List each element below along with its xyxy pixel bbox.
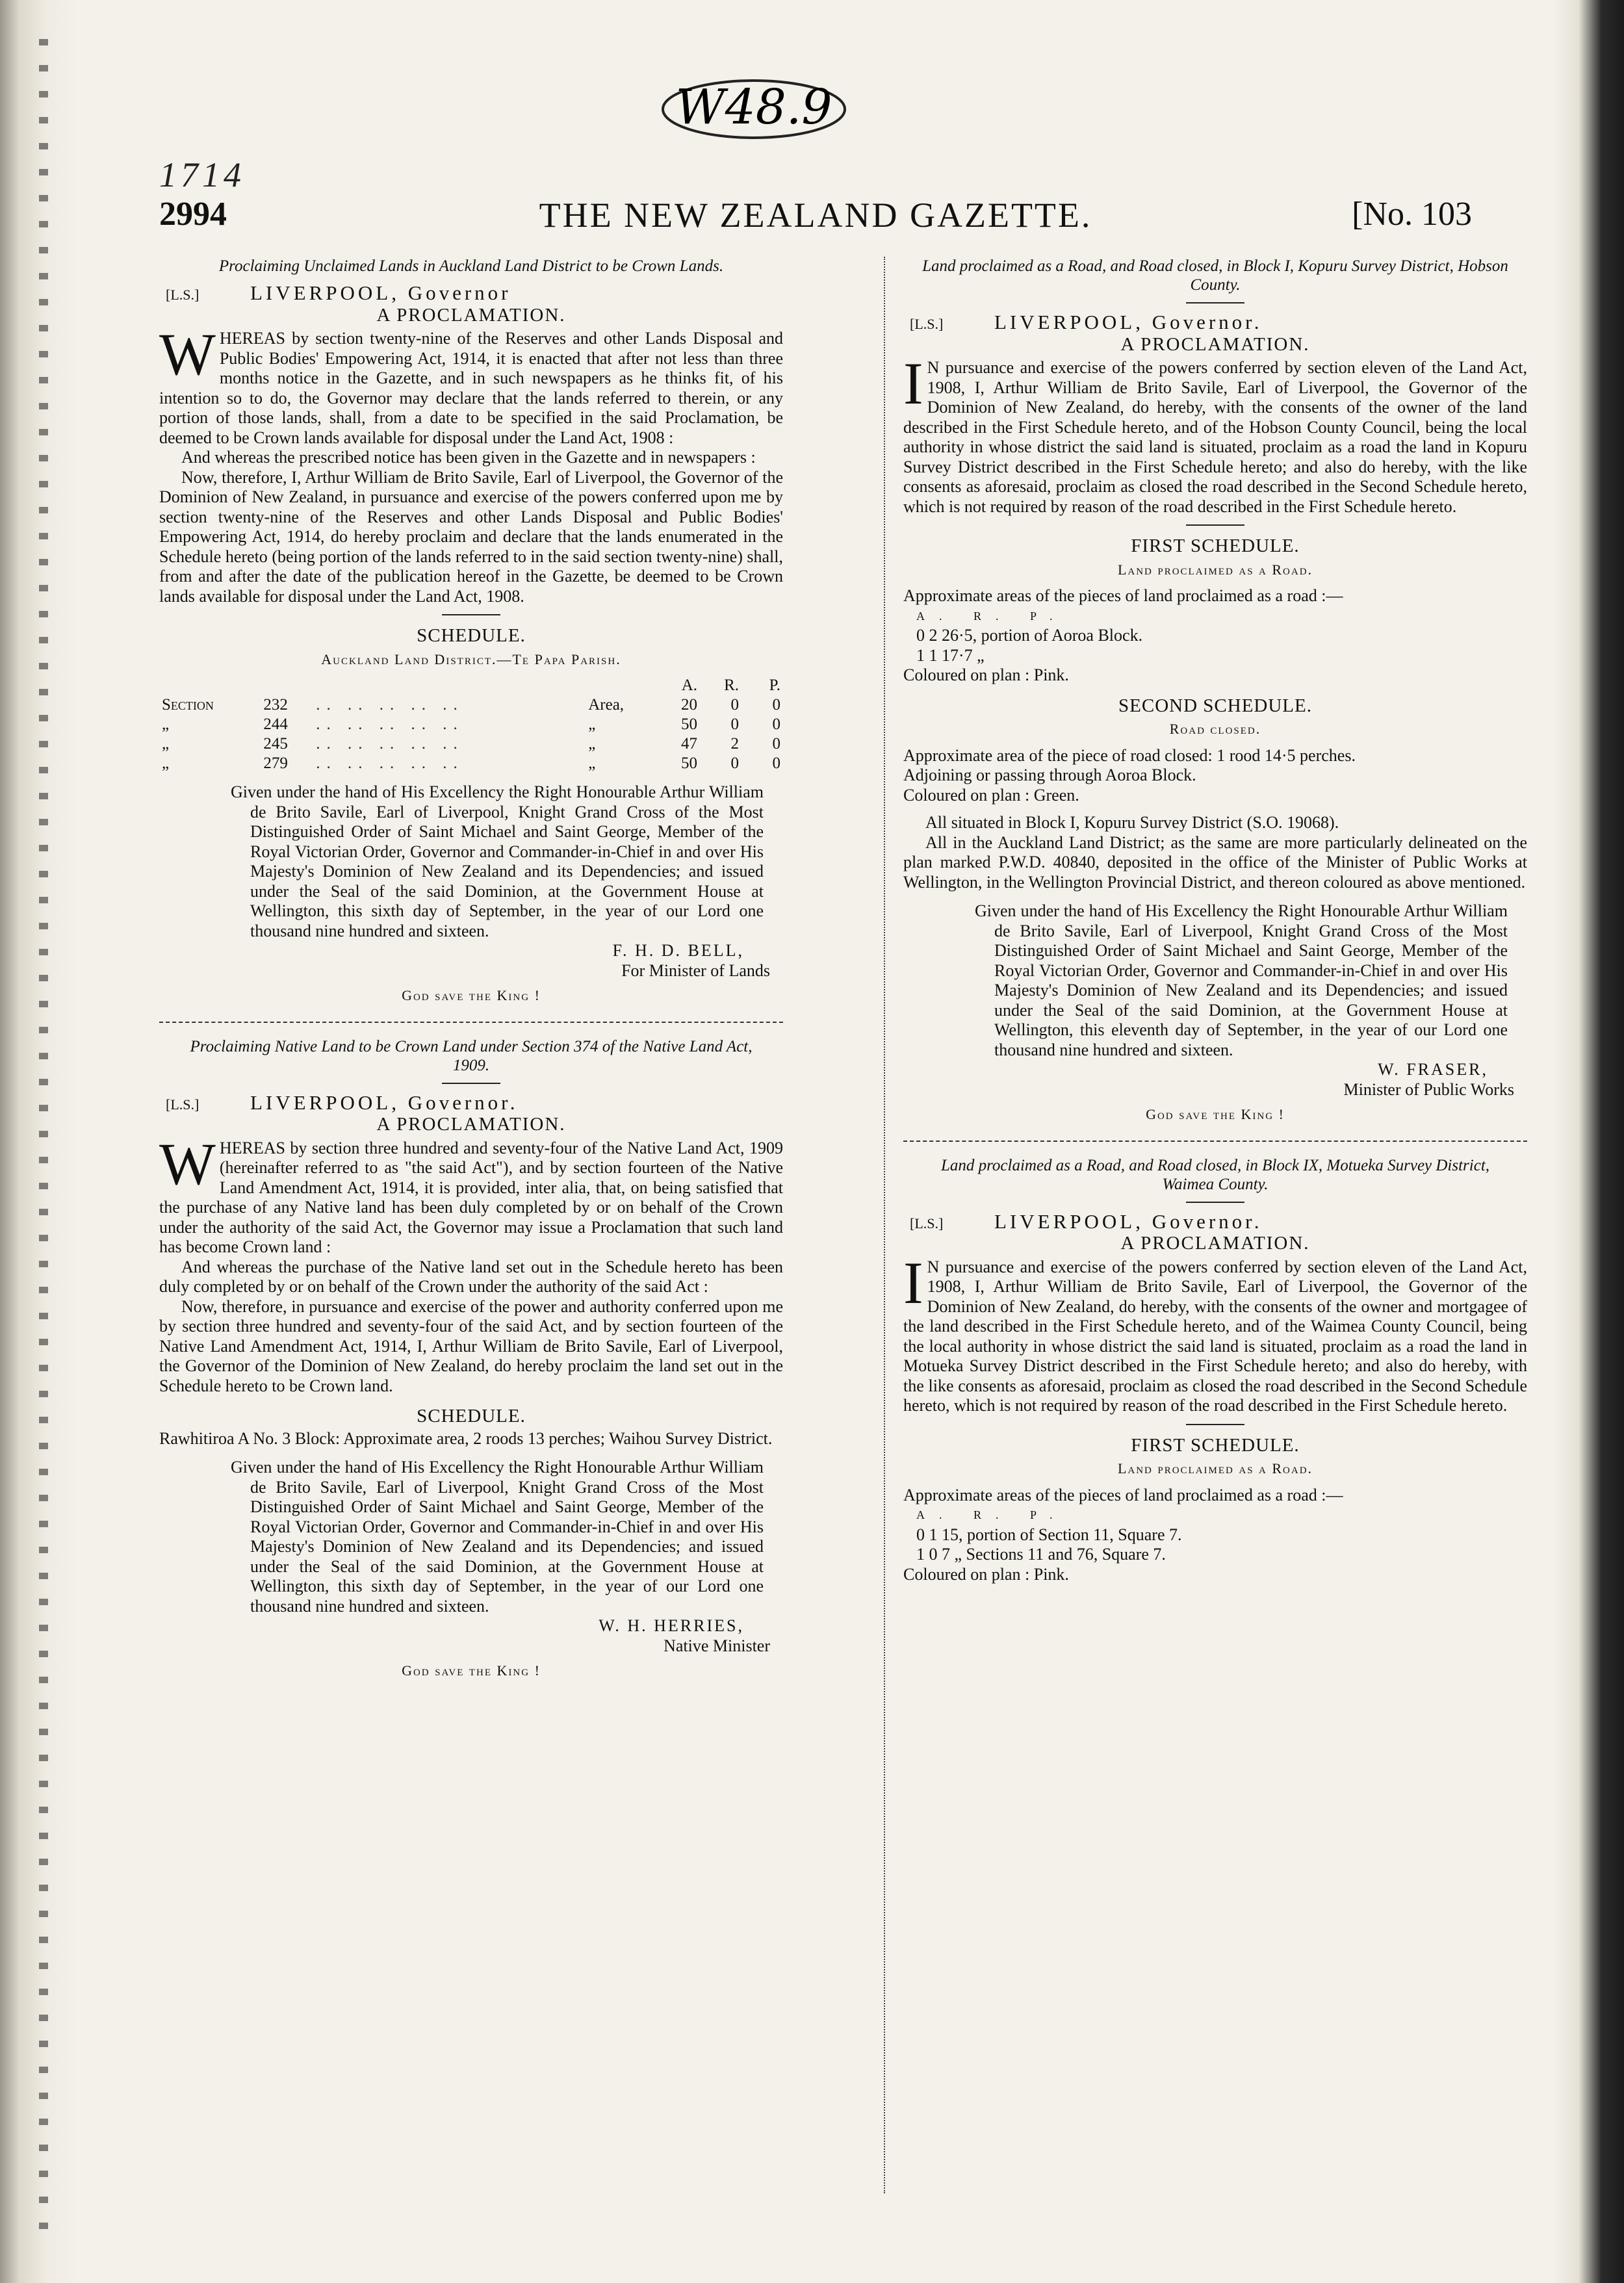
auckland-district-paragraph: All in the Auckland Land District; as the same are more particularly delineated on the plan marked P.W.D. 40840, deposited in the office of the Minister of Public Works at Wellington, in the Wellington Provincial District, and thereon coloured as above mentioned. xyxy=(903,832,1527,892)
first-schedule-subtitle: Land proclaimed as a Road. xyxy=(1117,1460,1313,1477)
row-p: 0 xyxy=(772,716,780,733)
governor-line xyxy=(159,1090,783,1115)
situated-line: All situated in Block I, Kopuru Survey District (S.O. 19068). xyxy=(925,813,1339,832)
proclamation-native-land xyxy=(159,1037,783,1681)
seal-mark: [L.S.] xyxy=(166,1096,200,1113)
signatory-name: W. FRASER, xyxy=(1378,1060,1488,1079)
whereas-paragraph: WHEREAS by section twenty-nine of the Reserves and other Lands Disposal and Public Bodies' Empowering Act, 1914, it is enacted that after not less than three months notice in the Gazette, and in such newspapers as he thinks fit, of his intention so to do, the Governor may declare that the lands referred to therein, or any portion of those lands, shall, from a date to be specified in the said Proclamation, be deemed to be Crown lands available for disposal under the Land Act, 1908 : xyxy=(159,321,783,447)
second-schedule-subtitle: Road closed. xyxy=(1169,721,1261,737)
handwritten-reference-text: W48.9 xyxy=(675,79,832,135)
col-head-p: P. xyxy=(769,677,780,694)
short-rule xyxy=(442,1083,500,1084)
row-kind: „ xyxy=(588,716,596,733)
short-rule xyxy=(442,614,500,615)
row-leader: .. .. .. .. .. xyxy=(316,696,464,714)
second-schedule-adjoining: Adjoining or passing through Aoroa Block. xyxy=(903,766,1196,784)
signatory-title: For Minister of Lands xyxy=(621,961,770,980)
notice-heading: Land proclaimed as a Road, and Road closed, in Block I, Kopuru Survey District, Hobson County. xyxy=(922,257,1508,294)
governor-name: LIVERPOOL, Governor. xyxy=(250,1090,519,1114)
column-divider xyxy=(884,257,885,2193)
signatory-title: Native Minister xyxy=(664,1636,770,1655)
governor-line xyxy=(903,313,1527,335)
row-kind: Area, xyxy=(588,696,625,714)
first-schedule-colour: Coloured on plan : Pink. xyxy=(903,665,1069,684)
proclamation-unclaimed-lands xyxy=(159,257,783,1006)
table-row xyxy=(159,715,783,734)
second-schedule-area: Approximate area of the piece of road closed: 1 rood 14·5 perches. xyxy=(903,745,1356,765)
proclamation-title: A PROCLAMATION. xyxy=(376,304,566,326)
short-rule xyxy=(1186,524,1244,526)
proclamation-title: A PROCLAMATION. xyxy=(1120,1233,1310,1254)
left-column xyxy=(159,257,783,1684)
first-schedule-colour: Coloured on plan : Pink. xyxy=(903,1564,1069,1584)
stamp-number: 1714 xyxy=(159,155,245,194)
binding-holes xyxy=(39,39,48,2249)
page-number: 2994 xyxy=(159,196,227,233)
given-under-hand: Given under the hand of His Excellency the Right Honourable Arthur William de Brito Savile, Earl of Liverpool, Knight Grand Cross of the Most Distinguished Order of Saint Michael and Saint George, Member of the Royal Victorian Order, Governor and Commander-in-Chief in and over His Majesty's Dominion of New Zealand and its Dependencies; and issued under the Seal of the said Dominion, at the Government House at Wellington, this eleventh day of September, in the year of our Lord one thousand nine hundred and sixteen. xyxy=(975,901,1508,1059)
schedule-title: SCHEDULE. xyxy=(417,1406,526,1426)
first-schedule-intro: Approximate areas of the pieces of land proclaimed as a road :— xyxy=(903,586,1343,605)
table-row xyxy=(159,695,783,715)
first-schedule-intro: Approximate areas of the pieces of land proclaimed as a road :— xyxy=(903,1485,1343,1504)
first-schedule-subtitle: Land proclaimed as a Road. xyxy=(1117,561,1313,578)
governor-name: LIVERPOOL, Governor xyxy=(250,281,511,304)
governor-line xyxy=(159,283,783,305)
schedule-col-heads xyxy=(159,676,783,695)
notice-heading: Proclaiming Native Land to be Crown Land under Section 374 of the Native Land Act, 1909. xyxy=(190,1037,753,1074)
seal-mark: [L.S.] xyxy=(910,1215,944,1232)
row-a: 20 xyxy=(681,696,697,714)
arp-heading: A. R. P. xyxy=(916,609,1067,623)
schedule-subtitle: Auckland Land District.—Te Papa Parish. xyxy=(321,651,621,667)
row-r: 2 xyxy=(730,735,739,753)
row-label: „ xyxy=(162,755,170,772)
list-item: 1 1 17·7 „ xyxy=(916,645,985,665)
second-schedule-title: SECOND SCHEDULE. xyxy=(1118,695,1312,716)
first-schedule-title: FIRST SCHEDULE. xyxy=(1131,535,1300,556)
schedule-line: Rawhitiroa A No. 3 Block: Approximate area, 2 roods 13 perches; Waihou Survey District. xyxy=(159,1428,773,1448)
row-label: „ xyxy=(162,716,170,733)
issue-number: [No. 103 xyxy=(1352,196,1472,233)
notice-heading: Land proclaimed as a Road, and Road closed, in Block IX, Motueka Survey District, Waimea County. xyxy=(940,1156,1490,1193)
schedule-table xyxy=(159,676,783,773)
given-under-hand: Given under the hand of His Excellency the Right Honourable Arthur William de Brito Savile, Earl of Liverpool, Knight Grand Cross of the Most Distinguished Order of Saint Michael and Saint George, Member of the Royal Victorian Order, Governor and Commander-in-Chief in and over His Majesty's Dominion of New Zealand and its Dependencies; and issued under the Seal of the said Dominion, at the Government House at Wellington, this sixth day of September, in the year of our Lord one thousand nine hundred and sixteen. xyxy=(231,782,764,940)
whereas-paragraph: WHEREAS by section three hundred and seventy-four of the Native Land Act, 1909 (hereinafter referred to as "the said Act"), and by section fourteen of the Native Land Amendment Act, 1914, it is provided, inter alia, that, on being satisfied that the purchase of any Native land has been duly completed by or on behalf of the Crown under the authority of the said Act, the Governor may issue a Proclamation that such land has become Crown land : xyxy=(159,1130,783,1256)
now-therefore-paragraph: Now, therefore, I, Arthur William de Brito Savile, Earl of Liverpool, the Governor of the Dominion of New Zealand, in pursuance and exercise of the powers conferred upon me by section twenty-nine of the Reserves and other Lands Disposal and Public Bodies' Empowering Act, 1914, do hereby proclaim and declare that the lands enumerated in the Schedule hereto (being portion of the lands referred to in the said section twenty-nine) shall, from and after the date of the publication hereof in the Gazette, be deemed to be Crown lands available for disposal under the Land Act, 1908. xyxy=(159,467,783,606)
row-leader: .. .. .. .. .. xyxy=(316,716,464,733)
first-schedule-title: FIRST SCHEDULE. xyxy=(1131,1434,1300,1456)
and-whereas-paragraph: And whereas the purchase of the Native land set out in the Schedule hereto has been duly completed by or on behalf of the Crown under the authority of the said Act : xyxy=(159,1257,783,1296)
col-head-r: R. xyxy=(724,677,739,694)
row-section: 279 xyxy=(263,755,288,772)
arp-heading: A. R. P. xyxy=(916,1508,1067,1521)
god-save-the-king: God save the King ! xyxy=(1146,1106,1285,1122)
masthead xyxy=(159,195,1472,247)
short-rule xyxy=(1186,1202,1244,1203)
row-r: 0 xyxy=(730,696,739,714)
row-r: 0 xyxy=(730,755,739,772)
section-divider xyxy=(903,1141,1527,1142)
row-label: „ xyxy=(162,735,170,753)
scan-edge-left xyxy=(0,0,78,2283)
col-head-a: A. xyxy=(681,677,697,694)
row-leader: .. .. .. .. .. xyxy=(316,755,464,772)
signatory-name: F. H. D. BELL, xyxy=(612,941,744,960)
row-section: 245 xyxy=(263,735,288,753)
in-pursuance-paragraph: IN pursuance and exercise of the powers conferred by section eleven of the Land Act, 1908, I, Arthur William de Brito Savile, Earl of Liverpool, the Governor of the Dominion of New Zealand, do hereby, with the consents of the owner of the land described in the First Schedule hereto, and of the Hobson County Council, being the local authority in whose district the said land is situated, proclaim as a road the land in Kopuru Survey District described in the First Schedule hereto; and also do hereby, with the like consents as aforesaid, proclaim as closed the road described in the Second Schedule hereto, which is not required by reason of the road described in the First Schedule hereto. xyxy=(903,350,1527,516)
list-item: 0 1 15, portion of Section 11, Square 7. xyxy=(916,1525,1182,1544)
gazette-title: THE NEW ZEALAND GAZETTE. xyxy=(539,196,1092,235)
signatory-title: Minister of Public Works xyxy=(1343,1079,1514,1099)
row-section: 244 xyxy=(263,716,288,733)
proclamation-title: A PROCLAMATION. xyxy=(1120,333,1310,355)
row-kind: „ xyxy=(588,735,596,753)
row-p: 0 xyxy=(772,755,780,772)
row-leader: .. .. .. .. .. xyxy=(316,735,464,753)
governor-line xyxy=(903,1209,1527,1234)
row-a: 47 xyxy=(681,735,697,753)
row-r: 0 xyxy=(730,716,739,733)
schedule-title: SCHEDULE. xyxy=(417,625,526,646)
list-item: 1 0 7 „ Sections 11 and 76, Square 7. xyxy=(916,1545,1166,1564)
governor-name: LIVERPOOL, Governor. xyxy=(994,1209,1263,1233)
proclamation-kopuru-road xyxy=(903,257,1527,1125)
god-save-the-king: God save the King ! xyxy=(402,1662,541,1679)
now-therefore-paragraph: Now, therefore, in pursuance and exercise of the power and authority conferred upon me by section three hundred and seventy-four of the said Act, and by section fourteen of the Native Land Amendment Act, 1914, I, Arthur William de Brito Savile, Earl of Liverpool, the Governor of the Dominion of New Zealand, do hereby proclaim the land set out in the Schedule hereto to be Crown land. xyxy=(159,1296,783,1395)
right-column xyxy=(903,257,1527,1584)
governor-name: LIVERPOOL, Governor. xyxy=(994,311,1263,333)
section-divider xyxy=(159,1022,783,1023)
god-save-the-king: God save the King ! xyxy=(402,987,541,1003)
seal-mark: [L.S.] xyxy=(166,287,200,303)
proclamation-title: A PROCLAMATION. xyxy=(376,1114,566,1135)
and-whereas-paragraph: And whereas the prescribed notice has been given in the Gazette and in newspapers : xyxy=(181,448,756,467)
handwritten-reference xyxy=(656,71,851,143)
row-p: 0 xyxy=(772,735,780,753)
list-item: 0 2 26·5, portion of Aoroa Block. xyxy=(916,626,1143,645)
second-schedule-colour: Coloured on plan : Green. xyxy=(903,785,1079,805)
signatory-name: W. H. HERRIES, xyxy=(599,1616,744,1635)
row-a: 50 xyxy=(681,755,697,772)
row-label: Section xyxy=(162,696,214,714)
row-p: 0 xyxy=(772,696,780,714)
row-a: 50 xyxy=(681,716,697,733)
table-row xyxy=(159,734,783,754)
row-kind: „ xyxy=(588,755,596,772)
table-row xyxy=(159,754,783,773)
notice-heading: Proclaiming Unclaimed Lands in Auckland Land District to be Crown Lands. xyxy=(218,257,724,275)
in-pursuance-paragraph: IN pursuance and exercise of the powers conferred by section eleven of the Land Act, 1908, I, Arthur William de Brito Savile, Earl of Liverpool, the Governor of the Dominion of New Zealand, do hereby, with the consents of the owner and mortgagee of the land described in the First Schedule hereto, and of the Waimea County Council, being the local authority in whose district the said land is situated, proclaim as a road the land in Motueka Survey District described in the First Schedule hereto; and also do hereby, with the like consents as aforesaid, proclaim as closed the road described in the Second Schedule hereto, which is not required by reason of the road described in the First Schedule hereto. xyxy=(903,1249,1527,1415)
short-rule xyxy=(1186,1424,1244,1425)
proclamation-motueka-road xyxy=(903,1156,1527,1585)
row-section: 232 xyxy=(263,696,288,714)
given-under-hand: Given under the hand of His Excellency the Right Honourable Arthur William de Brito Savile, Earl of Liverpool, Knight Grand Cross of the Most Distinguished Order of Saint Michael and Saint George, Member of the Royal Victorian Order, Governor and Commander-in-Chief in and over His Majesty's Dominion of New Zealand and its Dependencies; and issued under the Seal of the said Dominion, at the Government House at Wellington, this sixth day of September, in the year of our Lord one thousand nine hundred and sixteen. xyxy=(231,1458,764,1616)
scan-edge-right xyxy=(1553,0,1624,2283)
short-rule xyxy=(1186,302,1244,303)
seal-mark: [L.S.] xyxy=(910,316,944,332)
